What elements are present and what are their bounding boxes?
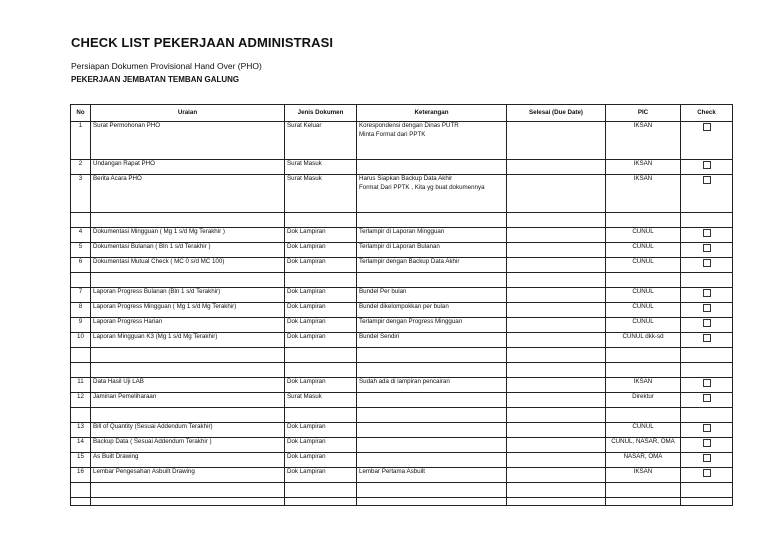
checkbox[interactable] bbox=[703, 229, 711, 237]
cell-pic: CUNUL bbox=[606, 303, 681, 318]
table-header-row bbox=[71, 105, 733, 122]
blank-cell bbox=[71, 348, 91, 363]
blank-cell bbox=[91, 348, 285, 363]
checkbox[interactable] bbox=[703, 304, 711, 312]
cell-uraian: Bill of Quantity (Sesuai Addendum Terakhir) bbox=[91, 423, 285, 438]
cell-check bbox=[681, 175, 733, 213]
cell-due-date bbox=[507, 228, 606, 243]
cell-due-date bbox=[507, 258, 606, 273]
keterangan-line: Terlampir dengan Backup Data Akhir bbox=[359, 258, 460, 265]
cell-check bbox=[681, 393, 733, 408]
cell-no: 5 bbox=[71, 243, 91, 258]
cell-due-date bbox=[507, 243, 606, 258]
cell-jenis-dokumen: Dok Lampiran bbox=[285, 258, 357, 273]
cell-keterangan bbox=[357, 438, 507, 453]
checkbox[interactable] bbox=[703, 424, 711, 432]
cell-keterangan bbox=[357, 468, 507, 483]
cell-due-date bbox=[507, 175, 606, 213]
keterangan-line: Lembar Pertama Asbuilt bbox=[359, 468, 426, 475]
blank-row bbox=[71, 273, 733, 288]
cell-check bbox=[681, 453, 733, 468]
cell-check bbox=[681, 243, 733, 258]
cell-keterangan bbox=[357, 423, 507, 438]
blank-cell bbox=[91, 273, 285, 288]
cell-no: 8 bbox=[71, 303, 91, 318]
cell-jenis-dokumen: Dok Lampiran bbox=[285, 318, 357, 333]
checklist-table bbox=[70, 104, 733, 506]
cell-due-date bbox=[507, 288, 606, 303]
keterangan-line: Format Dari PPTK , Kita yg buat dokumennya bbox=[359, 183, 485, 191]
table-row bbox=[71, 303, 733, 318]
cell-pic: NASAR, OMA bbox=[606, 453, 681, 468]
cell-due-date bbox=[507, 122, 606, 160]
cell-jenis-dokumen: Dok Lampiran bbox=[285, 333, 357, 348]
blank-cell bbox=[681, 483, 733, 498]
keterangan-line: Sudah ada di lampiran pencairan bbox=[359, 378, 450, 385]
blank-cell bbox=[357, 483, 507, 498]
col-header-jenis-dokumen: Jenis Dokumen bbox=[285, 105, 357, 122]
table-row bbox=[71, 160, 733, 175]
cell-keterangan bbox=[357, 453, 507, 468]
blank-cell bbox=[71, 498, 91, 506]
cell-check bbox=[681, 258, 733, 273]
blank-cell bbox=[285, 348, 357, 363]
cell-uraian: Dokumentasi Mingguan ( Mg 1 s/d Mg Terakhir ) bbox=[91, 228, 285, 243]
cell-due-date bbox=[507, 468, 606, 483]
cell-check bbox=[681, 122, 733, 160]
table-row bbox=[71, 468, 733, 483]
table-row bbox=[71, 175, 733, 213]
table-row bbox=[71, 393, 733, 408]
cell-jenis-dokumen: Surat Masuk bbox=[285, 160, 357, 175]
cell-keterangan bbox=[357, 175, 507, 213]
cell-check bbox=[681, 333, 733, 348]
blank-cell bbox=[285, 408, 357, 423]
cell-uraian: Dokumentasi Mutual Check ( MC 0 s/d MC 100) bbox=[91, 258, 285, 273]
blank-cell bbox=[681, 273, 733, 288]
table-row bbox=[71, 453, 733, 468]
cell-no: 9 bbox=[71, 318, 91, 333]
cell-uraian: As Built Drawing bbox=[91, 453, 285, 468]
cell-due-date bbox=[507, 393, 606, 408]
checkbox[interactable] bbox=[703, 123, 711, 131]
cell-uraian: Laporan Progress Mingguan ( Mg 1 s/d Mg Terakhir) bbox=[91, 303, 285, 318]
cell-check bbox=[681, 160, 733, 175]
blank-row bbox=[71, 213, 733, 228]
checkbox[interactable] bbox=[703, 176, 711, 184]
keterangan-line: Bundel Sendiri bbox=[359, 333, 400, 340]
blank-cell bbox=[681, 363, 733, 378]
cell-due-date bbox=[507, 303, 606, 318]
cell-jenis-dokumen: Dok Lampiran bbox=[285, 288, 357, 303]
cell-uraian: Jaminan Pemeliharaan bbox=[91, 393, 285, 408]
cell-check bbox=[681, 423, 733, 438]
cell-no: 14 bbox=[71, 438, 91, 453]
cell-keterangan bbox=[357, 228, 507, 243]
blank-cell bbox=[91, 498, 285, 506]
blank-cell bbox=[285, 213, 357, 228]
cell-no: 1 bbox=[71, 122, 91, 160]
blank-cell bbox=[357, 348, 507, 363]
blank-cell bbox=[71, 213, 91, 228]
cell-check bbox=[681, 288, 733, 303]
cell-keterangan bbox=[357, 258, 507, 273]
cell-no: 4 bbox=[71, 228, 91, 243]
checkbox[interactable] bbox=[703, 334, 711, 342]
cell-pic: IKSAN bbox=[606, 175, 681, 213]
table-row bbox=[71, 318, 733, 333]
blank-row bbox=[71, 498, 733, 506]
cell-uraian: Undangan Rapat PHO bbox=[91, 160, 285, 175]
blank-cell bbox=[606, 363, 681, 378]
cell-jenis-dokumen: Dok Lampiran bbox=[285, 423, 357, 438]
blank-cell bbox=[507, 273, 606, 288]
cell-pic: CUNUL, NASAR, OMA bbox=[606, 438, 681, 453]
cell-check bbox=[681, 228, 733, 243]
blank-cell bbox=[71, 363, 91, 378]
blank-cell bbox=[91, 408, 285, 423]
cell-jenis-dokumen: Surat Masuk bbox=[285, 393, 357, 408]
blank-row bbox=[71, 363, 733, 378]
checkbox[interactable] bbox=[703, 161, 711, 169]
blank-cell bbox=[91, 213, 285, 228]
blank-cell bbox=[681, 348, 733, 363]
blank-cell bbox=[71, 273, 91, 288]
cell-uraian: Laporan Mingguan K3 (Mg 1 s/d Mg Terakhir) bbox=[91, 333, 285, 348]
project-name: PEKERJAAN JEMBATAN TEMBAN GALUNG bbox=[71, 75, 240, 84]
blank-cell bbox=[357, 498, 507, 506]
cell-jenis-dokumen: Dok Lampiran bbox=[285, 468, 357, 483]
table-row bbox=[71, 258, 733, 273]
checkbox[interactable] bbox=[703, 259, 711, 267]
table-row bbox=[71, 378, 733, 393]
col-header-keterangan: Keterangan bbox=[357, 105, 507, 122]
blank-cell bbox=[681, 408, 733, 423]
blank-cell bbox=[507, 348, 606, 363]
blank-cell bbox=[91, 483, 285, 498]
cell-keterangan bbox=[357, 243, 507, 258]
blank-cell bbox=[606, 273, 681, 288]
cell-due-date bbox=[507, 160, 606, 175]
checkbox[interactable] bbox=[703, 469, 711, 477]
blank-cell bbox=[71, 483, 91, 498]
cell-pic: CUNUL bbox=[606, 228, 681, 243]
keterangan-line: Harus Siapkan Backup Data Akhir bbox=[359, 175, 453, 182]
blank-cell bbox=[285, 363, 357, 378]
cell-jenis-dokumen: Dok Lampiran bbox=[285, 438, 357, 453]
keterangan-line: Bundel dikelompokkan per bulan bbox=[359, 303, 449, 310]
cell-no: 16 bbox=[71, 468, 91, 483]
cell-due-date bbox=[507, 453, 606, 468]
cell-keterangan bbox=[357, 393, 507, 408]
blank-row bbox=[71, 348, 733, 363]
table-row bbox=[71, 288, 733, 303]
cell-pic: CUNUL bbox=[606, 243, 681, 258]
checkbox[interactable] bbox=[703, 319, 711, 327]
cell-uraian: Dokumentasi Bulanan ( Bln 1 s/d Terakhir ) bbox=[91, 243, 285, 258]
cell-due-date bbox=[507, 378, 606, 393]
cell-jenis-dokumen: Surat Keluar bbox=[285, 122, 357, 160]
table-row bbox=[71, 243, 733, 258]
table-row bbox=[71, 333, 733, 348]
table-row bbox=[71, 423, 733, 438]
blank-cell bbox=[507, 483, 606, 498]
blank-cell bbox=[285, 273, 357, 288]
blank-cell bbox=[681, 213, 733, 228]
col-header-no: No bbox=[71, 105, 91, 122]
cell-keterangan bbox=[357, 303, 507, 318]
blank-cell bbox=[606, 483, 681, 498]
blank-cell bbox=[606, 498, 681, 506]
blank-cell bbox=[606, 348, 681, 363]
cell-jenis-dokumen: Dok Lampiran bbox=[285, 453, 357, 468]
cell-keterangan bbox=[357, 333, 507, 348]
cell-check bbox=[681, 468, 733, 483]
cell-keterangan bbox=[357, 378, 507, 393]
checkbox[interactable] bbox=[703, 439, 711, 447]
cell-jenis-dokumen: Dok Lampiran bbox=[285, 378, 357, 393]
cell-pic: CUNUL bbox=[606, 423, 681, 438]
cell-no: 2 bbox=[71, 160, 91, 175]
blank-cell bbox=[357, 213, 507, 228]
table-row bbox=[71, 438, 733, 453]
cell-check bbox=[681, 318, 733, 333]
cell-uraian: Berita Acara PHO bbox=[91, 175, 285, 213]
cell-pic: IKSAN bbox=[606, 468, 681, 483]
blank-cell bbox=[285, 483, 357, 498]
cell-uraian: Laporan Progress Harian bbox=[91, 318, 285, 333]
checkbox[interactable] bbox=[703, 289, 711, 297]
cell-no: 3 bbox=[71, 175, 91, 213]
cell-no: 15 bbox=[71, 453, 91, 468]
keterangan-line: Terlampir di Laporan Mingguan bbox=[359, 228, 445, 235]
cell-due-date bbox=[507, 423, 606, 438]
cell-uraian: Data Hasil Uji LAB bbox=[91, 378, 285, 393]
cell-keterangan bbox=[357, 288, 507, 303]
cell-check bbox=[681, 378, 733, 393]
cell-pic: IKSAN bbox=[606, 122, 681, 160]
cell-jenis-dokumen: Surat Masuk bbox=[285, 175, 357, 213]
col-header-check: Check bbox=[681, 105, 733, 122]
keterangan-line: Bundel Per bulan bbox=[359, 288, 407, 295]
blank-cell bbox=[606, 408, 681, 423]
cell-keterangan bbox=[357, 318, 507, 333]
blank-row bbox=[71, 483, 733, 498]
keterangan-line: Terlampir di Laporan Bulanan bbox=[359, 243, 440, 250]
cell-no: 13 bbox=[71, 423, 91, 438]
cell-keterangan bbox=[357, 160, 507, 175]
checkbox[interactable] bbox=[703, 379, 711, 387]
cell-due-date bbox=[507, 438, 606, 453]
cell-keterangan bbox=[357, 122, 507, 160]
blank-cell bbox=[71, 408, 91, 423]
blank-cell bbox=[357, 363, 507, 378]
cell-uraian: Lembar Pengesahan Asbuilt Drawing bbox=[91, 468, 285, 483]
page-title: CHECK LIST PEKERJAAN ADMINISTRASI bbox=[71, 35, 334, 50]
col-header-due-date: Selesai (Due Date) bbox=[507, 105, 606, 122]
cell-pic: IKSAN bbox=[606, 378, 681, 393]
cell-no: 11 bbox=[71, 378, 91, 393]
blank-cell bbox=[91, 363, 285, 378]
checkbox[interactable] bbox=[703, 394, 711, 402]
cell-no: 6 bbox=[71, 258, 91, 273]
cell-pic: CUNUL bbox=[606, 258, 681, 273]
blank-cell bbox=[507, 363, 606, 378]
keterangan-line: Terlampir dengan Progress Mingguan bbox=[359, 318, 463, 325]
blank-cell bbox=[606, 213, 681, 228]
cell-uraian: Backup Data ( Sesuai Addendum Terakhir ) bbox=[91, 438, 285, 453]
document-subtitle: Persiapan Dokumen Provisional Hand Over (PHO) bbox=[71, 61, 262, 71]
cell-due-date bbox=[507, 318, 606, 333]
blank-cell bbox=[681, 498, 733, 506]
cell-jenis-dokumen: Dok Lampiran bbox=[285, 243, 357, 258]
col-header-pic: PIC bbox=[606, 105, 681, 122]
cell-uraian: Surat Permohonan PHO bbox=[91, 122, 285, 160]
cell-pic: IKSAN bbox=[606, 160, 681, 175]
table-row bbox=[71, 228, 733, 243]
cell-pic: CUNUL bbox=[606, 318, 681, 333]
blank-cell bbox=[357, 408, 507, 423]
cell-pic: Direktur bbox=[606, 393, 681, 408]
cell-check bbox=[681, 303, 733, 318]
cell-jenis-dokumen: Dok Lampiran bbox=[285, 228, 357, 243]
col-header-uraian: Uraian bbox=[91, 105, 285, 122]
blank-cell bbox=[507, 213, 606, 228]
blank-cell bbox=[285, 498, 357, 506]
cell-check bbox=[681, 438, 733, 453]
blank-cell bbox=[507, 498, 606, 506]
blank-row bbox=[71, 408, 733, 423]
cell-uraian: Laporan Progress Bulanan (Bln 1 s/d Terakhir) bbox=[91, 288, 285, 303]
cell-pic: CUNUL bbox=[606, 288, 681, 303]
table-row bbox=[71, 122, 733, 160]
keterangan-line: Minta Format dari PPTK bbox=[359, 130, 426, 138]
checkbox[interactable] bbox=[703, 454, 711, 462]
blank-cell bbox=[507, 408, 606, 423]
cell-jenis-dokumen: Dok Lampiran bbox=[285, 303, 357, 318]
cell-no: 10 bbox=[71, 333, 91, 348]
cell-no: 12 bbox=[71, 393, 91, 408]
cell-due-date bbox=[507, 333, 606, 348]
checkbox[interactable] bbox=[703, 244, 711, 252]
blank-cell bbox=[357, 273, 507, 288]
cell-pic: CUNUL dkk-sd bbox=[606, 333, 681, 348]
cell-no: 7 bbox=[71, 288, 91, 303]
keterangan-line: Korespondensi dengan Dinas PUTR bbox=[359, 122, 459, 129]
